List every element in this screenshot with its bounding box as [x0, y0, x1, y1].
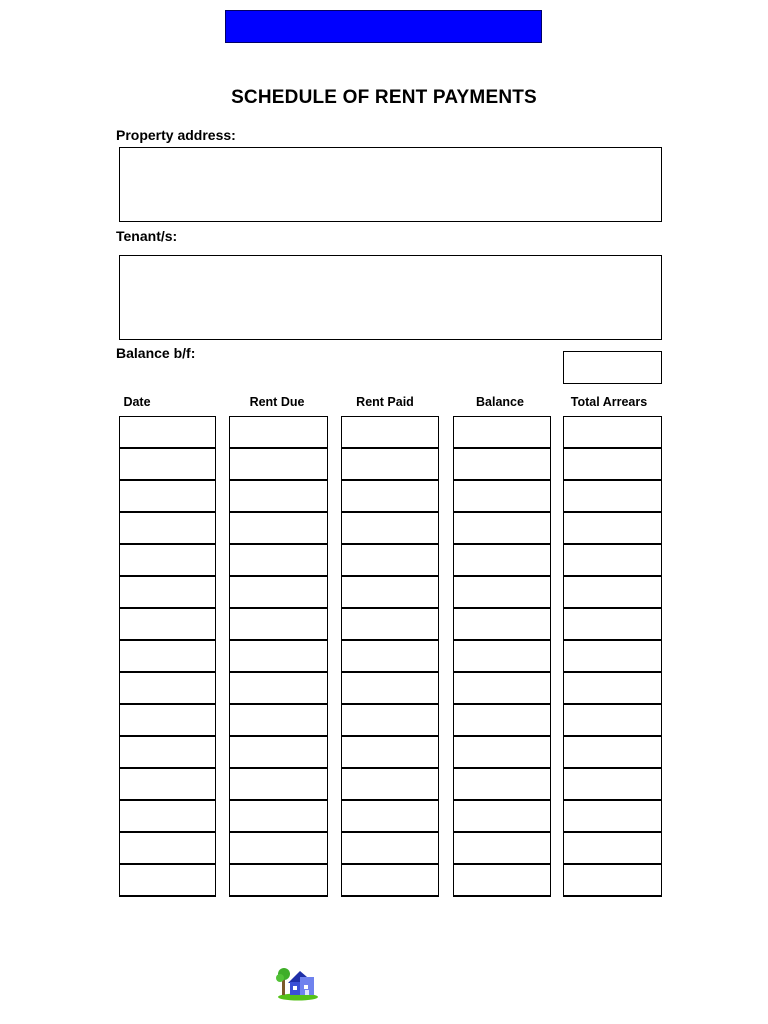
table-cell[interactable]	[453, 480, 551, 513]
table-cell[interactable]	[119, 864, 216, 897]
table-cell[interactable]	[453, 512, 551, 545]
table-cell[interactable]	[563, 864, 662, 897]
table-cell[interactable]	[341, 544, 439, 577]
header-banner	[225, 10, 542, 43]
table-cell[interactable]	[119, 576, 216, 609]
table-cell[interactable]	[341, 512, 439, 545]
table-cell[interactable]	[563, 416, 662, 449]
table-cell[interactable]	[453, 448, 551, 481]
table-cell[interactable]	[453, 640, 551, 673]
table-cell[interactable]	[229, 640, 328, 673]
table-cell[interactable]	[229, 416, 328, 449]
tenants-field[interactable]	[119, 255, 662, 340]
table-cell[interactable]	[119, 512, 216, 545]
table-cell[interactable]	[563, 544, 662, 577]
table-cell[interactable]	[563, 672, 662, 705]
table-cell[interactable]	[453, 768, 551, 801]
table-cell[interactable]	[229, 512, 328, 545]
table-cell[interactable]	[229, 832, 328, 865]
table-cell[interactable]	[563, 640, 662, 673]
table-cell[interactable]	[453, 736, 551, 769]
table-cell[interactable]	[453, 704, 551, 737]
table-cell[interactable]	[341, 864, 439, 897]
table-cell[interactable]	[563, 800, 662, 833]
column-header-rent-paid: Rent Paid	[356, 395, 414, 409]
table-cell[interactable]	[229, 544, 328, 577]
table-cell[interactable]	[341, 736, 439, 769]
table-cell[interactable]	[119, 672, 216, 705]
table-cell[interactable]	[341, 672, 439, 705]
table-cell[interactable]	[119, 416, 216, 449]
table-cell[interactable]	[341, 640, 439, 673]
table-cell[interactable]	[119, 448, 216, 481]
table-cell[interactable]	[563, 704, 662, 737]
table-cell[interactable]	[563, 768, 662, 801]
table-cell[interactable]	[229, 448, 328, 481]
column-header-date: Date	[123, 395, 151, 409]
table-cell[interactable]	[119, 800, 216, 833]
table-cell[interactable]	[453, 800, 551, 833]
table-cell[interactable]	[229, 736, 328, 769]
table-cell[interactable]	[341, 608, 439, 641]
table-cell[interactable]	[229, 800, 328, 833]
balance-bf-label: Balance b/f:	[116, 345, 196, 361]
table-cell[interactable]	[453, 608, 551, 641]
table-cell[interactable]	[119, 544, 216, 577]
table-cell[interactable]	[341, 800, 439, 833]
table-cell[interactable]	[119, 704, 216, 737]
table-cell[interactable]	[563, 832, 662, 865]
table-cell[interactable]	[453, 864, 551, 897]
table-cell[interactable]	[563, 736, 662, 769]
table-cell[interactable]	[453, 672, 551, 705]
table-cell[interactable]	[453, 576, 551, 609]
table-cell[interactable]	[341, 416, 439, 449]
table-cell[interactable]	[341, 768, 439, 801]
table-cell[interactable]	[229, 864, 328, 897]
table-cell[interactable]	[563, 512, 662, 545]
table-cell[interactable]	[453, 544, 551, 577]
table-cell[interactable]	[341, 448, 439, 481]
table-cell[interactable]	[119, 832, 216, 865]
table-cell[interactable]	[229, 576, 328, 609]
table-cell[interactable]	[563, 448, 662, 481]
column-header-balance: Balance	[476, 395, 524, 409]
column-header-rent-due: Rent Due	[249, 395, 305, 409]
table-cell[interactable]	[119, 640, 216, 673]
table-cell[interactable]	[229, 672, 328, 705]
table-cell[interactable]	[119, 480, 216, 513]
column-header-total-arrears: Total Arrears	[570, 395, 648, 409]
table-cell[interactable]	[563, 576, 662, 609]
table-cell[interactable]	[453, 416, 551, 449]
table-cell[interactable]	[229, 608, 328, 641]
property-address-label: Property address:	[116, 127, 236, 143]
table-cell[interactable]	[563, 480, 662, 513]
table-cell[interactable]	[453, 832, 551, 865]
table-cell[interactable]	[119, 608, 216, 641]
house-logo-icon	[276, 965, 320, 1001]
tenants-label: Tenant/s:	[116, 228, 178, 244]
page-title: SCHEDULE OF RENT PAYMENTS	[231, 87, 537, 108]
table-cell[interactable]	[341, 576, 439, 609]
balance-bf-field[interactable]	[563, 351, 662, 384]
table-cell[interactable]	[341, 704, 439, 737]
table-cell[interactable]	[229, 480, 328, 513]
table-cell[interactable]	[341, 832, 439, 865]
table-cell[interactable]	[563, 608, 662, 641]
table-cell[interactable]	[119, 736, 216, 769]
property-address-field[interactable]	[119, 147, 662, 222]
table-cell[interactable]	[341, 480, 439, 513]
table-cell[interactable]	[119, 768, 216, 801]
table-cell[interactable]	[229, 704, 328, 737]
table-cell[interactable]	[229, 768, 328, 801]
